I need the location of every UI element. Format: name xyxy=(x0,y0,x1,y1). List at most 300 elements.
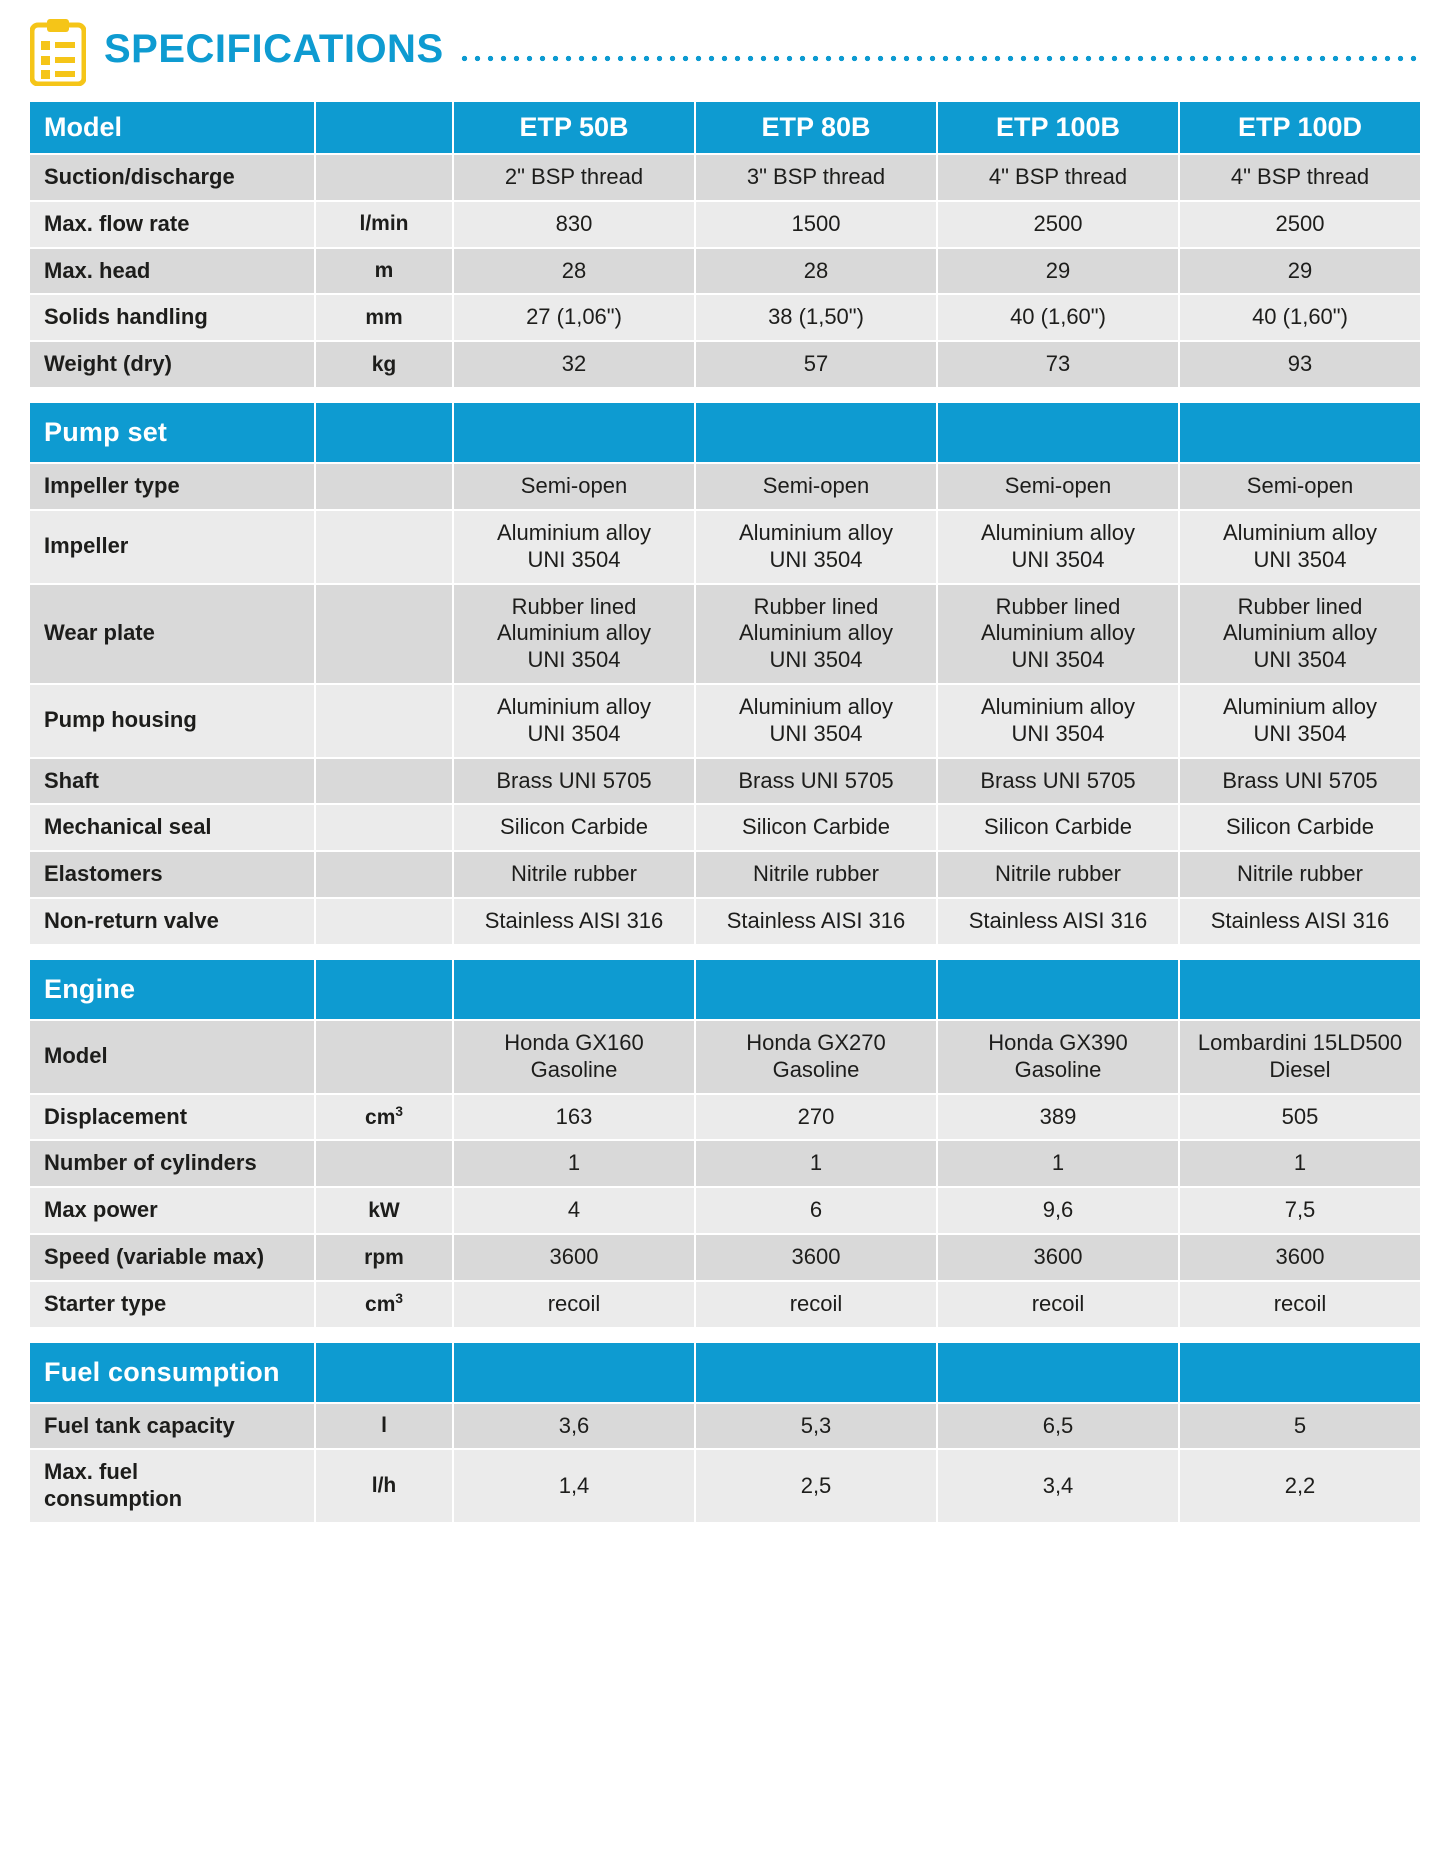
row-label xyxy=(29,248,315,295)
row-value-1-text: Brass UNI 5705 xyxy=(496,767,652,793)
row-value-3-text: Aluminium alloy UNI 3504 xyxy=(980,693,1136,746)
row-label-text: Max. fuel consumption xyxy=(44,1459,183,1512)
row-unit xyxy=(315,1187,453,1234)
row-unit-text: $cm^3$ xyxy=(365,1103,403,1129)
row-value-1 xyxy=(453,1094,695,1141)
row-unit xyxy=(315,1449,453,1523)
row-value-3 xyxy=(937,758,1179,805)
model-header-label-text: Model xyxy=(44,112,122,142)
table-row xyxy=(29,1403,1421,1450)
row-value-1 xyxy=(453,684,695,758)
row-value-3-text: 2500 xyxy=(1033,210,1083,236)
row-value-3-text: 3600 xyxy=(1033,1244,1083,1270)
row-label-text: Max. flow rate xyxy=(44,210,190,236)
table-row xyxy=(29,1020,1421,1094)
row-unit xyxy=(315,294,453,341)
row-label xyxy=(29,898,315,945)
row-unit xyxy=(315,758,453,805)
row-value-1-text: 28 xyxy=(561,257,587,283)
row-value-3 xyxy=(937,851,1179,898)
row-unit-text xyxy=(316,538,452,556)
section-spacer-3 xyxy=(695,402,937,463)
row-value-2-text: 1500 xyxy=(791,210,841,236)
row-value-1-text: 2" BSP thread xyxy=(504,163,644,189)
clipboard-icon xyxy=(30,18,86,86)
row-value-2 xyxy=(695,201,937,248)
row-value-4-text: 40 (1,60") xyxy=(1252,304,1348,330)
row-value-2-text: 270 xyxy=(797,1103,835,1129)
row-value-3 xyxy=(937,804,1179,851)
row-unit xyxy=(315,154,453,201)
row-value-2 xyxy=(695,684,937,758)
row-label xyxy=(29,1449,315,1523)
row-value-1-text: 1,4 xyxy=(558,1472,590,1498)
row-unit-text: kg xyxy=(371,352,397,376)
row-unit xyxy=(315,510,453,584)
row-value-3 xyxy=(937,294,1179,341)
row-value-4-text: Nitrile rubber xyxy=(1237,861,1363,887)
row-label xyxy=(29,1187,315,1234)
row-unit xyxy=(315,201,453,248)
row-value-2 xyxy=(695,1020,937,1094)
row-label-text: Model xyxy=(44,1043,108,1069)
row-unit xyxy=(315,1020,453,1094)
row-value-2-text: 5,3 xyxy=(800,1412,832,1438)
header-dotted-rule xyxy=(458,55,1418,62)
row-value-2 xyxy=(695,804,937,851)
row-value-2-text: 1 xyxy=(809,1150,823,1176)
row-value-2-text: Aluminium alloy UNI 3504 xyxy=(738,519,894,572)
row-value-2 xyxy=(695,1187,937,1234)
row-value-1 xyxy=(453,1020,695,1094)
table-row xyxy=(29,758,1421,805)
row-value-3 xyxy=(937,684,1179,758)
section-gap xyxy=(29,388,1421,402)
row-value-2-text: 3600 xyxy=(791,1244,841,1270)
row-value-4-text: 4" BSP thread xyxy=(1230,163,1370,189)
table-row xyxy=(29,1449,1421,1523)
row-value-3-text: Stainless AISI 316 xyxy=(968,908,1148,934)
row-value-4 xyxy=(1179,898,1421,945)
section-title-text: Engine xyxy=(44,973,136,1004)
section-spacer-3 xyxy=(695,1342,937,1403)
row-value-3-text: Nitrile rubber xyxy=(995,861,1121,887)
section-title-text: Fuel consumption xyxy=(44,1356,280,1387)
section-header-row xyxy=(29,101,1421,154)
row-unit xyxy=(315,248,453,295)
section-spacer-2 xyxy=(453,402,695,463)
section-header-row xyxy=(29,1342,1421,1403)
row-value-1-text: 3,6 xyxy=(558,1412,590,1438)
row-value-4-text: 29 xyxy=(1287,257,1313,283)
row-value-4 xyxy=(1179,1403,1421,1450)
section-gap xyxy=(29,945,1421,959)
row-value-1 xyxy=(453,758,695,805)
section-spacer-2-text xyxy=(454,1359,694,1385)
table-row xyxy=(29,684,1421,758)
row-value-4 xyxy=(1179,1234,1421,1281)
section-spacer-3-text xyxy=(696,420,936,446)
row-value-3-text: Semi-open xyxy=(1004,473,1112,499)
row-value-4 xyxy=(1179,154,1421,201)
row-unit-text xyxy=(316,477,452,495)
row-value-2 xyxy=(695,758,937,805)
row-value-3-text: Brass UNI 5705 xyxy=(980,767,1136,793)
row-value-2 xyxy=(695,851,937,898)
row-value-1 xyxy=(453,898,695,945)
row-value-2 xyxy=(695,1403,937,1450)
table-row xyxy=(29,248,1421,295)
row-label xyxy=(29,510,315,584)
row-unit-text xyxy=(316,1048,452,1066)
row-value-4 xyxy=(1179,1140,1421,1187)
row-value-1 xyxy=(453,201,695,248)
row-label-text: Starter type xyxy=(44,1290,167,1316)
row-unit xyxy=(315,463,453,510)
row-value-2 xyxy=(695,1140,937,1187)
row-value-3-text: 73 xyxy=(1045,351,1071,377)
row-value-1 xyxy=(453,248,695,295)
table-row xyxy=(29,463,1421,510)
row-value-2 xyxy=(695,1449,937,1523)
row-value-3-text: 1 xyxy=(1051,1150,1065,1176)
row-value-4 xyxy=(1179,463,1421,510)
row-value-3 xyxy=(937,584,1179,684)
section-spacer-4 xyxy=(937,402,1179,463)
row-value-1-text: 163 xyxy=(555,1103,593,1129)
row-value-2-text: Stainless AISI 316 xyxy=(726,908,906,934)
row-value-4-text: Aluminium alloy UNI 3504 xyxy=(1222,519,1378,572)
row-value-4-text: Semi-open xyxy=(1246,473,1354,499)
row-label-text: Solids handling xyxy=(44,304,208,330)
row-unit xyxy=(315,584,453,684)
row-value-3 xyxy=(937,1234,1179,1281)
row-label-text: Fuel tank capacity xyxy=(44,1412,235,1438)
row-label-text: Elastomers xyxy=(44,861,163,887)
section-spacer-4-text xyxy=(938,420,1178,446)
row-unit-text xyxy=(316,772,452,790)
row-value-3 xyxy=(937,898,1179,945)
section-spacer-5-text xyxy=(1180,420,1420,446)
row-value-2-text: Brass UNI 5705 xyxy=(738,767,894,793)
row-value-4 xyxy=(1179,804,1421,851)
row-value-2 xyxy=(695,584,937,684)
table-row xyxy=(29,1234,1421,1281)
section-spacer-2 xyxy=(453,959,695,1020)
section-spacer-5 xyxy=(1179,1342,1421,1403)
row-value-1-text: Semi-open xyxy=(520,473,628,499)
table-row xyxy=(29,1094,1421,1141)
row-label-text: Shaft xyxy=(44,767,99,793)
row-label xyxy=(29,463,315,510)
row-value-3-text: Silicon Carbide xyxy=(984,814,1132,840)
row-value-4-text: recoil xyxy=(1273,1290,1327,1316)
table-row xyxy=(29,154,1421,201)
row-value-2-text: 28 xyxy=(803,257,829,283)
row-value-3-text: 389 xyxy=(1039,1103,1077,1129)
row-value-1-text: 830 xyxy=(555,210,593,236)
row-value-1-text: Nitrile rubber xyxy=(511,861,637,887)
section-spacer-1 xyxy=(315,402,453,463)
row-value-4-text: Rubber lined Aluminium alloy UNI 3504 xyxy=(1222,593,1378,673)
row-value-4 xyxy=(1179,510,1421,584)
row-value-3-text: Honda GX390 Gasoline xyxy=(988,1029,1128,1082)
section-title-text: Pump set xyxy=(44,417,168,448)
row-value-2-text: Aluminium alloy UNI 3504 xyxy=(738,693,894,746)
row-label-text: Non-return valve xyxy=(44,908,219,934)
row-label-text: Displacement xyxy=(44,1103,188,1129)
section-spacer-5-text xyxy=(1180,976,1420,1002)
row-unit xyxy=(315,898,453,945)
row-unit xyxy=(315,851,453,898)
row-value-3-text: Aluminium alloy UNI 3504 xyxy=(980,519,1136,572)
row-value-4-text: 93 xyxy=(1287,351,1313,377)
section-spacer-4 xyxy=(937,1342,1179,1403)
row-value-1 xyxy=(453,341,695,388)
table-row xyxy=(29,510,1421,584)
row-value-4-text: 7,5 xyxy=(1284,1197,1316,1223)
row-label xyxy=(29,201,315,248)
row-value-4 xyxy=(1179,1281,1421,1328)
model-header-2 xyxy=(453,101,695,154)
row-value-4 xyxy=(1179,248,1421,295)
model-header-2-text: ETP 50B xyxy=(519,112,629,142)
row-value-3 xyxy=(937,1449,1179,1523)
row-unit-text xyxy=(316,1155,452,1173)
row-label-text: Suction/discharge xyxy=(44,163,235,189)
model-header-unit-text xyxy=(316,118,452,136)
section-spacer-3 xyxy=(695,959,937,1020)
section-spacer-4-text xyxy=(938,976,1178,1002)
row-value-3 xyxy=(937,154,1179,201)
model-header-unit xyxy=(315,101,453,154)
row-value-4-text: 2,2 xyxy=(1284,1472,1316,1498)
row-label-text: Impeller type xyxy=(44,473,180,499)
row-value-1 xyxy=(453,463,695,510)
table-row xyxy=(29,1187,1421,1234)
table-row xyxy=(29,1281,1421,1328)
row-value-1 xyxy=(453,1281,695,1328)
row-unit-text: m xyxy=(374,259,394,283)
row-value-3-text: 40 (1,60") xyxy=(1010,304,1106,330)
row-value-1-text: Silicon Carbide xyxy=(500,814,648,840)
row-value-4 xyxy=(1179,294,1421,341)
row-value-1-text: 4 xyxy=(567,1197,581,1223)
row-value-1 xyxy=(453,294,695,341)
row-value-1-text: Rubber lined Aluminium alloy UNI 3504 xyxy=(496,593,652,673)
row-value-2-text: Nitrile rubber xyxy=(753,861,879,887)
row-unit xyxy=(315,1094,453,1141)
row-value-4 xyxy=(1179,584,1421,684)
row-unit-text xyxy=(316,913,452,931)
section-spacer-1-text xyxy=(316,420,452,446)
row-value-1-text: 3600 xyxy=(549,1244,599,1270)
row-value-3-text: 29 xyxy=(1045,257,1071,283)
row-value-4 xyxy=(1179,1449,1421,1523)
model-header-4-text: ETP 100B xyxy=(995,112,1121,142)
row-value-1 xyxy=(453,1234,695,1281)
section-header-row xyxy=(29,402,1421,463)
row-label-text: Wear plate xyxy=(44,620,155,646)
row-value-3 xyxy=(937,1020,1179,1094)
row-value-2-text: 57 xyxy=(803,351,829,377)
row-label-text: Pump housing xyxy=(44,707,197,733)
row-label xyxy=(29,758,315,805)
row-unit-text xyxy=(316,819,452,837)
row-value-2-text: 3" BSP thread xyxy=(746,163,886,189)
row-value-1-text: 32 xyxy=(561,351,587,377)
row-unit xyxy=(315,1281,453,1328)
row-value-2-text: 2,5 xyxy=(800,1472,832,1498)
section-spacer-1-text xyxy=(316,1359,452,1385)
row-value-4-text: Silicon Carbide xyxy=(1226,814,1374,840)
row-value-1 xyxy=(453,154,695,201)
row-value-3 xyxy=(937,1094,1179,1141)
row-value-4-text: 3600 xyxy=(1275,1244,1325,1270)
row-label xyxy=(29,1281,315,1328)
row-value-2 xyxy=(695,1094,937,1141)
row-value-2-text: Rubber lined Aluminium alloy UNI 3504 xyxy=(738,593,894,673)
section-spacer-2-text xyxy=(454,420,694,446)
section-title xyxy=(29,959,315,1020)
row-value-4 xyxy=(1179,1187,1421,1234)
section-spacer-5-text xyxy=(1180,1359,1420,1385)
row-value-4-text: 5 xyxy=(1293,1412,1307,1438)
model-header-3-text: ETP 80B xyxy=(761,112,871,142)
row-label xyxy=(29,294,315,341)
row-value-1 xyxy=(453,1403,695,1450)
section-spacer-4-text xyxy=(938,1359,1178,1385)
section-spacer-2-text xyxy=(454,976,694,1002)
model-header-label xyxy=(29,101,315,154)
row-unit-text xyxy=(316,866,452,884)
row-value-1-text: 1 xyxy=(567,1150,581,1176)
model-header-4 xyxy=(937,101,1179,154)
row-value-1 xyxy=(453,851,695,898)
row-value-1-text: Aluminium alloy UNI 3504 xyxy=(496,693,652,746)
table-row xyxy=(29,851,1421,898)
row-value-2-text: Honda GX270 Gasoline xyxy=(746,1029,886,1082)
row-value-1 xyxy=(453,1140,695,1187)
table-row xyxy=(29,584,1421,684)
row-value-1-text: 27 (1,06") xyxy=(526,304,622,330)
section-spacer-1 xyxy=(315,959,453,1020)
section-spacer-4 xyxy=(937,959,1179,1020)
row-label-text: Number of cylinders xyxy=(44,1150,257,1176)
row-value-4-text: 1 xyxy=(1293,1150,1307,1176)
row-value-1 xyxy=(453,584,695,684)
row-value-1-text: Aluminium alloy UNI 3504 xyxy=(496,519,652,572)
row-unit xyxy=(315,341,453,388)
section-spacer-2 xyxy=(453,1342,695,1403)
row-unit-text: rpm xyxy=(364,1245,404,1269)
row-value-3-text: 4" BSP thread xyxy=(988,163,1128,189)
row-value-3-text: 9,6 xyxy=(1042,1197,1074,1223)
table-row xyxy=(29,804,1421,851)
row-value-4-text: Brass UNI 5705 xyxy=(1222,767,1378,793)
row-label xyxy=(29,154,315,201)
row-value-4-text: 2500 xyxy=(1275,210,1325,236)
row-unit-text: mm xyxy=(365,306,403,330)
row-unit xyxy=(315,684,453,758)
row-unit xyxy=(315,804,453,851)
section-spacer-1-text xyxy=(316,976,452,1002)
row-value-1-text: recoil xyxy=(547,1290,601,1316)
row-value-1-text: Stainless AISI 316 xyxy=(484,908,664,934)
row-value-2 xyxy=(695,463,937,510)
row-value-3 xyxy=(937,341,1179,388)
row-label-text: Weight (dry) xyxy=(44,351,172,377)
table-row xyxy=(29,341,1421,388)
row-value-3 xyxy=(937,463,1179,510)
section-header-row xyxy=(29,959,1421,1020)
row-value-3-text: 3,4 xyxy=(1042,1472,1074,1498)
table-row xyxy=(29,294,1421,341)
row-value-4 xyxy=(1179,1020,1421,1094)
row-value-3 xyxy=(937,1403,1179,1450)
row-value-4 xyxy=(1179,341,1421,388)
specifications-table xyxy=(28,100,1422,1524)
row-unit xyxy=(315,1234,453,1281)
row-unit-text: l/min xyxy=(359,212,409,236)
section-title xyxy=(29,402,315,463)
row-value-4 xyxy=(1179,1094,1421,1141)
row-value-2-text: Silicon Carbide xyxy=(742,814,890,840)
row-value-3 xyxy=(937,1140,1179,1187)
row-unit-text xyxy=(316,625,452,643)
row-value-4 xyxy=(1179,851,1421,898)
row-label xyxy=(29,1403,315,1450)
row-value-2-text: Semi-open xyxy=(762,473,870,499)
section-spacer-5 xyxy=(1179,959,1421,1020)
row-value-4-text: Aluminium alloy UNI 3504 xyxy=(1222,693,1378,746)
row-value-4-text: Lombardini 15LD500 Diesel xyxy=(1197,1029,1403,1082)
row-value-1 xyxy=(453,1449,695,1523)
row-label xyxy=(29,684,315,758)
section-spacer-5 xyxy=(1179,402,1421,463)
row-value-3 xyxy=(937,1281,1179,1328)
row-value-1 xyxy=(453,804,695,851)
row-value-3 xyxy=(937,201,1179,248)
section-spacer-3-text xyxy=(696,976,936,1002)
row-value-4 xyxy=(1179,758,1421,805)
row-unit xyxy=(315,1140,453,1187)
row-unit-text: $cm^3$ xyxy=(365,1290,403,1316)
row-value-1-text: Honda GX160 Gasoline xyxy=(504,1029,644,1082)
section-title xyxy=(29,1342,315,1403)
row-unit-text: l xyxy=(381,1414,387,1438)
row-label-text: Max power xyxy=(44,1197,158,1223)
row-label xyxy=(29,1234,315,1281)
section-spacer-3-text xyxy=(696,1359,936,1385)
row-value-4-text: Stainless AISI 316 xyxy=(1210,908,1390,934)
model-header-5-text: ETP 100D xyxy=(1237,112,1363,142)
row-value-2 xyxy=(695,1281,937,1328)
row-label-text: Impeller xyxy=(44,533,129,559)
row-value-1 xyxy=(453,1187,695,1234)
row-value-1 xyxy=(453,510,695,584)
row-value-2-text: 6 xyxy=(809,1197,823,1223)
table-row xyxy=(29,201,1421,248)
table-row xyxy=(29,1140,1421,1187)
row-label xyxy=(29,1140,315,1187)
section-gap xyxy=(29,1328,1421,1342)
row-label xyxy=(29,341,315,388)
model-header-5 xyxy=(1179,101,1421,154)
row-value-4-text: 505 xyxy=(1281,1103,1319,1129)
row-value-3 xyxy=(937,1187,1179,1234)
row-value-3-text: Rubber lined Aluminium alloy UNI 3504 xyxy=(980,593,1136,673)
